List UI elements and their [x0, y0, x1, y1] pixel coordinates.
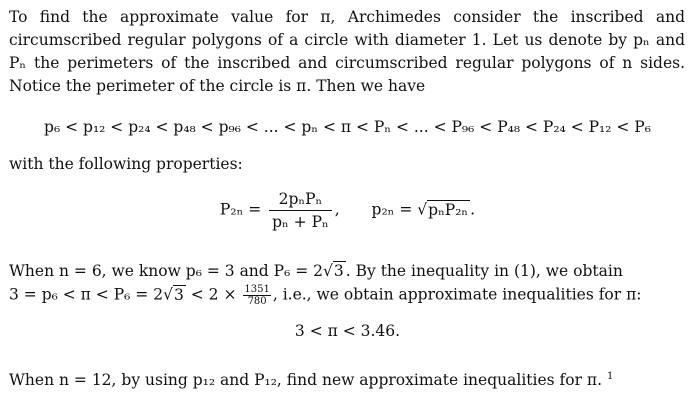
intro-paragraph: To find the approximate value for π, Archimedes consider the inscribed and circumscribed regular polygons of a circle with diameter 1. Let us denote by pₙ and Pₙ the perimeters of the inscribed and circumscribed regular polygons of n sides. Notice the perimeter of the circle is π. Then we have	[9, 8, 685, 95]
footnote-marker: 1	[606, 371, 614, 382]
line1-text-a: When n = 6, we know p₆ = 3 and P₆ = 2	[9, 262, 323, 280]
example-line-1	[9, 262, 623, 280]
fraction-numerator: 1351	[244, 284, 270, 295]
fraction-1351-780	[243, 284, 270, 307]
line2-text-c: , i.e., we obtain approximate inequalities for π:	[272, 285, 642, 304]
formula2-end: .	[470, 200, 476, 219]
line2-text-b: < 2 ×	[185, 285, 237, 304]
fraction-denominator: 780	[247, 296, 267, 307]
sqrt3-b-radicand: 3	[173, 285, 184, 304]
formula1-separator: ,	[334, 200, 340, 219]
formula2-sqrt: √pₙP₂ₙ	[417, 200, 469, 219]
sqrt3-b: √3	[163, 285, 184, 304]
sqrt3-a-radicand: 3	[333, 262, 344, 280]
properties-intro: with the following properties:	[9, 155, 243, 173]
exercise-line	[9, 371, 613, 389]
line2-text-a: 3 = p₆ < π < P₆ = 2	[9, 285, 164, 304]
line1-text-b: . By the inequality in (1), we obtain	[345, 262, 623, 280]
formula2-lhs: p₂ₙ =	[371, 200, 413, 219]
formula1-fraction	[269, 190, 332, 231]
approximation-result: 3 < π < 3.46.	[294, 322, 401, 340]
recurrence-formulas	[0, 190, 695, 231]
formula1-lhs: P₂ₙ =	[219, 200, 262, 219]
formula2-radicand: pₙP₂ₙ	[428, 200, 469, 219]
inequality-chain: p₆ < p₁₂ < p₂₄ < p₄₈ < p₉₆ < ... < pₙ < π < Pₙ < ... < P₉₆ < P₄₈ < P₂₄ < P₁₂ < P₆	[44, 118, 651, 136]
formula1-numerator: 2pₙPₙ	[269, 190, 332, 211]
exercise-text: When n = 12, by using p₁₂ and P₁₂, find new approximate inequalities for π.	[9, 371, 603, 390]
formula1-denominator: pₙ + Pₙ	[272, 213, 329, 231]
sqrt3-a: √3	[323, 262, 344, 280]
example-line-2	[9, 284, 642, 307]
